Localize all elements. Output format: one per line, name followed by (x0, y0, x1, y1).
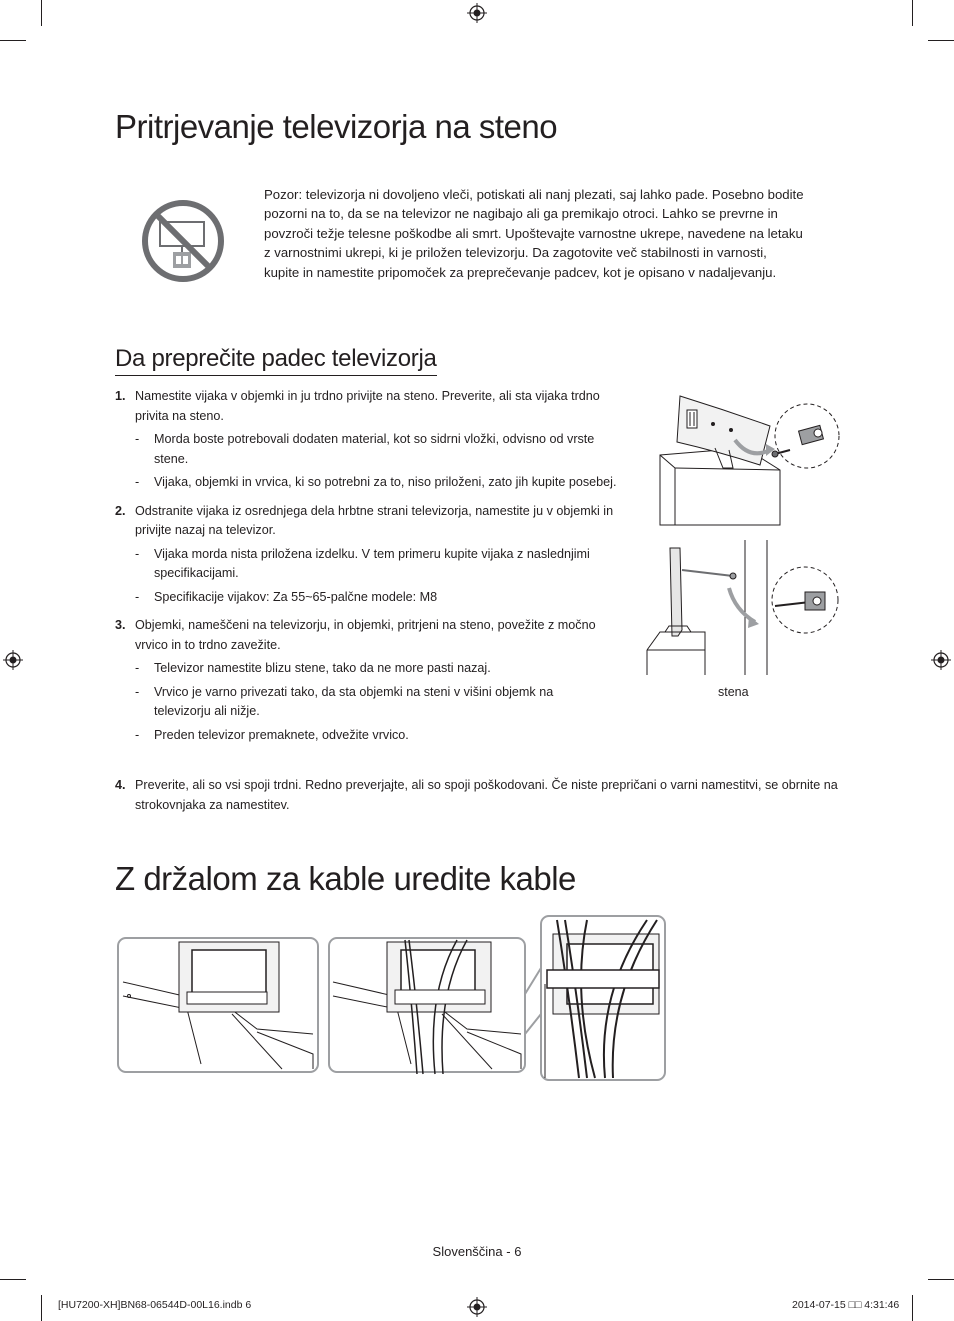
registration-mark-icon (467, 1297, 487, 1317)
step-subitem: - Morda boste potrebovali dodaten material, kot so sidrni vložki, odvisno od vrste stene. (135, 430, 625, 469)
file-name: [HU7200-XH]BN68-06544D-00L16.indb 6 (58, 1299, 252, 1311)
crop-mark (41, 0, 42, 26)
step-subitem-text: Vrvico je varno privezati tako, da sta objemki na steni v višini objemk na televizorju ali nižje. (154, 684, 554, 718)
step-text: Odstranite vijaka iz osrednjega dela hrbtne strani televizorja, namestite ju v objemki in privijte nazaj na televizor. (135, 503, 614, 537)
registration-mark-icon (3, 650, 23, 670)
step-subitem-text: Morda boste potrebovali dodaten material, kot so sidrni vložki, odvisno od vrste stene. (154, 432, 595, 466)
step-3 (115, 616, 605, 745)
wall-label: stena (718, 685, 749, 699)
step-4 (115, 776, 840, 815)
print-timestamp: 2014-07-15 □□ 4:31:46 (792, 1299, 900, 1311)
step-subitem-text: Televizor namestite blizu stene, tako da ne more pasti nazaj. (154, 661, 491, 675)
step-subitem: - Preden televizor premaknete, odvežite vrvico. (135, 726, 605, 746)
step-subitem-text: Vijaka, objemki in vrvica, ki so potrebni za to, niso priloženi, zato jih kupite posebej. (154, 475, 617, 489)
crop-mark (928, 40, 954, 41)
crop-mark (912, 0, 913, 26)
step-2 (115, 502, 625, 608)
crop-mark (0, 40, 26, 41)
crop-mark (912, 1295, 913, 1321)
step-number: 1. (115, 389, 126, 403)
crop-mark (928, 1279, 954, 1280)
section-subtitle: Da preprečite padec televizorja (115, 345, 437, 376)
step-subitem: - Vrvico je varno privezati tako, da sta objemki na steni v višini objemk na televizorju ali nižje. (135, 683, 605, 722)
step-1 (115, 387, 625, 493)
step-subitem: - Specifikacije vijakov: Za 55~65-palčne modele: M8 (135, 588, 625, 608)
crop-mark (41, 1295, 42, 1321)
step-subitem: - Televizor namestite blizu stene, tako da ne more pasti nazaj. (135, 659, 605, 679)
section2-title: Z držalom za kable uredite kable (115, 860, 576, 897)
registration-mark-icon (931, 650, 951, 670)
wall-strap-illustration (645, 540, 845, 680)
step-subitem-text: Specifikacije vijakov: Za 55~65-palčne modele: M8 (154, 589, 438, 604)
crop-mark (0, 1279, 26, 1280)
step-subitem: - Vijaka morda nista priložena izdelku. V tem primeru kupite vijaka z naslednjimi specifikacijami. (135, 545, 625, 584)
step-text: Namestite vijaka v objemki in ju trdno privijte na steno. Preverite, ali sta vijaka trdno privita na steno. (135, 389, 600, 423)
step-number: 4. (115, 778, 126, 792)
step-number: 2. (115, 503, 126, 518)
step-subitem-text: Preden televizor premaknete, odvežite vrvico. (154, 727, 409, 742)
step-number: 3. (115, 618, 126, 632)
step-subitem-text: Vijaka morda nista priložena izdelku. V tem primeru kupite vijaka z naslednjimi specifikacijami. (154, 546, 590, 580)
registration-mark-icon (467, 3, 487, 23)
page-title: Pritrjevanje televizorja na steno (115, 108, 558, 145)
step-subitem: - Vijaka, objemki in vrvica, ki so potrebni za to, niso priloženi, zato jih kupite posebej. (135, 473, 625, 493)
step-text: Preverite, ali so vsi spoji trdni. Redno preverjajte, ali so spoji poškodovani. Če niste prepričani o varni namestitvi, se obrnite na strokovnjaka za namestitev. (135, 778, 838, 812)
step-text: Objemki, nameščeni na televizorju, in objemki, pritrjeni na steno, povežite z močno vrvico in to trdno zavežite. (135, 618, 596, 652)
cable-holder-illustration (117, 914, 669, 1082)
tv-bracket-illustration (645, 390, 845, 530)
step-list (115, 387, 625, 745)
no-climbing-on-tv-icon (140, 198, 226, 284)
page-number: Slovenščina - 6 (432, 1244, 522, 1259)
warning-text: Pozor: televizorja ni dovoljeno vleči, potiskati ali nanj plezati, saj lahko pade. Posebno bodite pozorni na to, da se na televizor ne nagibajo ali ga premikajo otroci. Lahko se prevrne in povzroči težje telesne poškodbe ali smrt. Upoštevajte varnostne ukrepe, navedene na letaku z varnostnimi ukrepi, ki je priložen televizorju. Da zagotovite več stabilnosti in varnosti, kupite in namestite pripomoček za preprečevanje padcev, kot je opisano v nadaljevanju. (264, 187, 804, 280)
